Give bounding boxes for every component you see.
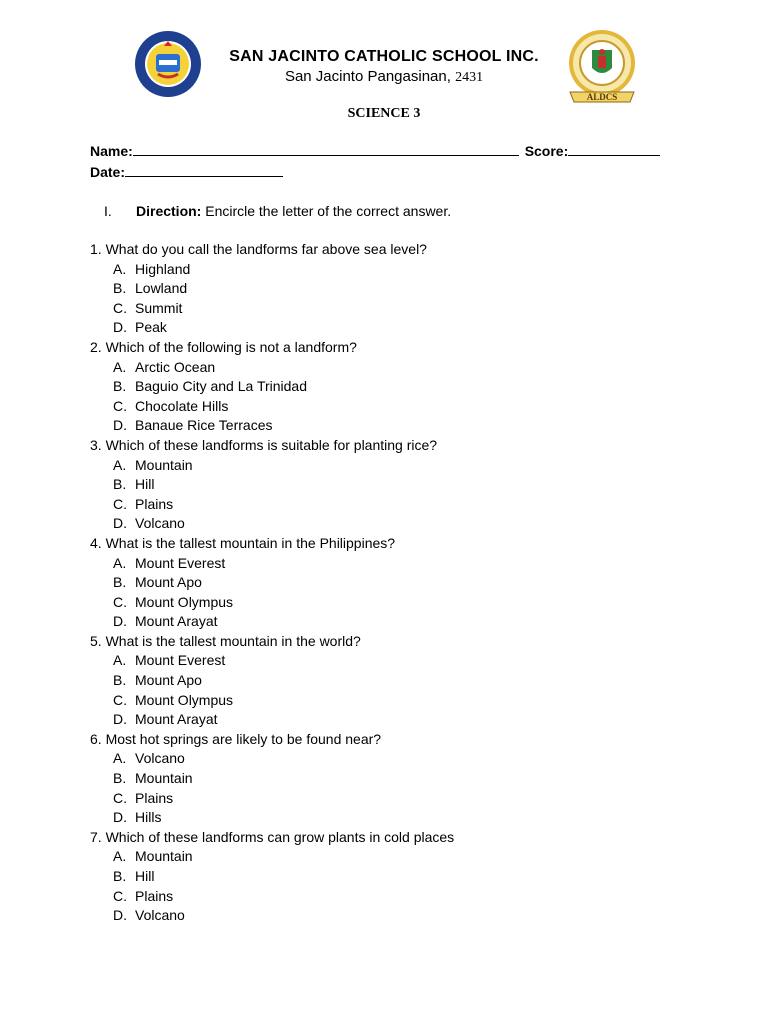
answer-choice[interactable]	[90, 651, 730, 671]
choice-letter: A.	[113, 848, 127, 865]
answer-choice[interactable]	[90, 671, 730, 691]
direction	[104, 203, 451, 219]
choice-letter: A.	[113, 456, 127, 473]
answer-choice[interactable]	[90, 318, 730, 338]
choice-text: Volcano	[135, 907, 185, 924]
answer-choice[interactable]	[90, 612, 730, 632]
choice-letter: A.	[113, 652, 127, 669]
choice-letter: C.	[113, 495, 127, 512]
choice-text: Plains	[135, 887, 174, 904]
choice-text: Arctic Ocean	[135, 358, 216, 375]
choice-text: Mount Apo	[135, 574, 202, 591]
question-list	[90, 240, 730, 926]
answer-choice[interactable]	[90, 867, 730, 887]
choice-text: Mountain	[135, 456, 193, 473]
choice-letter: C.	[113, 397, 127, 414]
answer-choice[interactable]	[90, 279, 730, 299]
choice-letter: D.	[113, 809, 127, 826]
question-text: 5. What is the tallest mountain in the world?	[90, 632, 361, 649]
answer-choice[interactable]	[90, 377, 730, 397]
choice-text: Mount Apo	[135, 672, 202, 689]
choice-letter: D.	[113, 907, 127, 924]
choice-text: Banaue Rice Terraces	[135, 417, 273, 434]
section-number: I.	[104, 203, 112, 219]
answer-choice[interactable]	[90, 906, 730, 926]
choice-letter: C.	[113, 593, 127, 610]
question-text: 3. Which of these landforms is suitable for planting rice?	[90, 436, 438, 453]
direction-label: Direction:	[136, 203, 202, 219]
score-line[interactable]	[568, 142, 660, 156]
answer-choice[interactable]	[90, 808, 730, 828]
choice-letter: B.	[113, 770, 127, 787]
choice-letter: D.	[113, 515, 127, 532]
school-address	[0, 68, 768, 86]
date-label: Date:	[90, 164, 126, 180]
address-zip: 2431	[455, 70, 484, 85]
answer-choice[interactable]	[90, 554, 730, 574]
choice-letter: B.	[113, 672, 127, 689]
answer-choice[interactable]	[90, 397, 730, 417]
choice-text: Mount Everest	[135, 554, 226, 571]
choice-text: Volcano	[135, 750, 185, 767]
answer-choice[interactable]	[90, 593, 730, 613]
answer-choice[interactable]	[90, 847, 730, 867]
choice-letter: C.	[113, 789, 127, 806]
choice-letter: A.	[113, 358, 127, 375]
choice-letter: B.	[113, 280, 127, 297]
answer-choice[interactable]	[90, 358, 730, 378]
choice-letter: B.	[113, 378, 127, 395]
date-row	[90, 163, 283, 180]
address-main: San Jacinto Pangasinan,	[284, 68, 451, 85]
name-score-row	[90, 142, 660, 159]
score-label: Score:	[524, 143, 569, 159]
choice-letter: D.	[113, 319, 127, 336]
choice-text: Peak	[135, 319, 167, 336]
choice-text: Mountain	[135, 770, 193, 787]
question-text: 7. Which of these landforms can grow plants in cold places	[90, 828, 455, 845]
answer-choice[interactable]	[90, 495, 730, 515]
answer-choice[interactable]	[90, 475, 730, 495]
choice-text: Mount Olympus	[135, 593, 234, 610]
answer-choice[interactable]	[90, 416, 730, 436]
choice-letter: B.	[113, 574, 127, 591]
name-label: Name:	[90, 143, 133, 159]
choice-letter: A.	[113, 554, 127, 571]
choice-text: Plains	[135, 789, 174, 806]
choice-text: Hills	[135, 809, 162, 826]
school-name: SAN JACINTO CATHOLIC SCHOOL INC.	[229, 48, 539, 65]
answer-choice[interactable]	[90, 749, 730, 769]
question-text: 1. What do you call the landforms far above sea level?	[90, 241, 427, 257]
choice-text: Mount Olympus	[135, 691, 234, 708]
aldcs-banner-text: ALDCS	[586, 92, 618, 102]
answer-choice[interactable]	[90, 299, 730, 319]
choice-letter: D.	[113, 613, 127, 630]
answer-choice[interactable]	[90, 769, 730, 789]
answer-choice[interactable]	[90, 710, 730, 730]
answer-choice[interactable]	[90, 260, 730, 280]
question-text: 2. Which of the following is not a landform?	[90, 338, 357, 355]
name-line[interactable]	[133, 142, 519, 156]
choice-letter: B.	[113, 476, 127, 493]
choice-text: Chocolate Hills	[135, 397, 229, 414]
choice-letter: A.	[113, 750, 127, 767]
direction-text: Encircle the letter of the correct answer.	[201, 203, 452, 219]
choice-text: Mount Everest	[135, 652, 226, 669]
choice-letter: D.	[113, 417, 127, 434]
choice-text: Plains	[135, 495, 174, 512]
answer-choice[interactable]	[90, 456, 730, 476]
choice-text: Summit	[135, 299, 183, 316]
choice-letter: C.	[113, 887, 127, 904]
choice-text: Mountain	[135, 848, 193, 865]
date-line[interactable]	[125, 163, 283, 177]
choice-text: Lowland	[135, 280, 188, 297]
answer-choice[interactable]	[90, 691, 730, 711]
answer-choice[interactable]	[90, 887, 730, 907]
subject-title: SCIENCE 3	[347, 106, 421, 121]
question-text: 6. Most hot springs are likely to be found near?	[90, 730, 382, 747]
choice-text: Baguio City and La Trinidad	[135, 378, 307, 395]
choice-letter: A.	[113, 260, 127, 277]
choice-letter: C.	[113, 299, 127, 316]
choice-text: Hill	[135, 868, 155, 884]
choice-text: Highland	[135, 260, 191, 277]
choice-text: Volcano	[135, 515, 185, 532]
answer-choice[interactable]	[90, 514, 730, 534]
choice-text: Hill	[135, 476, 155, 493]
answer-choice[interactable]	[90, 789, 730, 809]
answer-choice[interactable]	[90, 573, 730, 593]
choice-text: Mount Arayat	[135, 711, 218, 728]
choice-letter: C.	[113, 691, 127, 708]
choice-letter: D.	[113, 711, 127, 728]
question-text: 4. What is the tallest mountain in the Philippines?	[90, 534, 396, 551]
choice-letter: B.	[113, 868, 127, 884]
aldcs-seal-logo	[564, 28, 640, 106]
choice-text: Mount Arayat	[135, 613, 218, 630]
